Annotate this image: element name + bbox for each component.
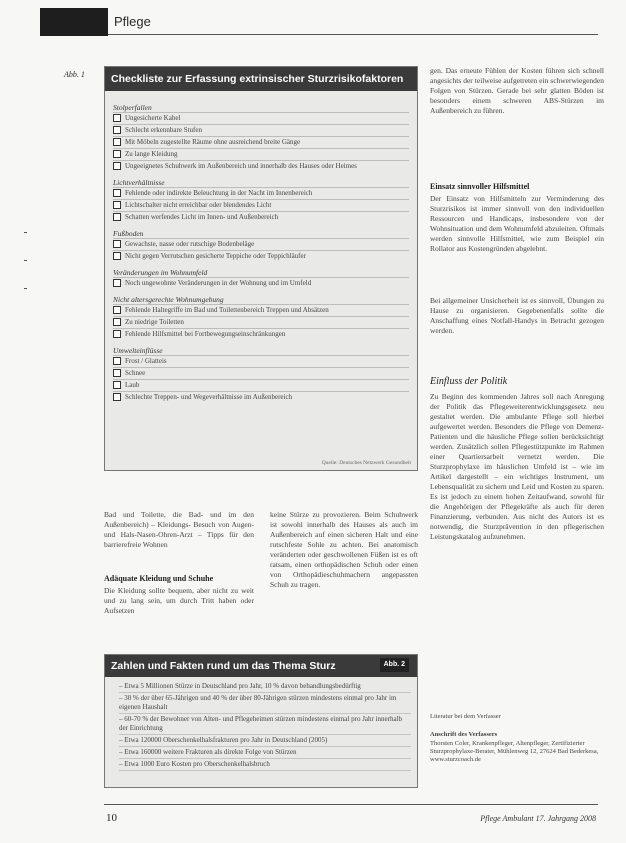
checklist-item bbox=[113, 187, 409, 199]
figure-label: Abb. 1 bbox=[64, 70, 85, 79]
middle-col1-bottom: Die Kleidung sollte bequem, aber nicht zu weit und zu lang sein, um durch Tritt haben oder Aufsetzen bbox=[104, 586, 254, 615]
checklist-category: Veränderungen im Wohnumfeld bbox=[113, 268, 208, 277]
checklist-body bbox=[105, 91, 417, 403]
checklist-item bbox=[113, 316, 409, 328]
checkbox[interactable] bbox=[113, 357, 121, 365]
checklist-category: Fußboden bbox=[113, 229, 144, 238]
fact-item: – 60-70 % der Bewohner von Alten- und Pflegeheimen stürzen mindestens einmal pro Jahr innerhalb der Einrichtung bbox=[119, 714, 411, 735]
page-section-title: Pflege bbox=[114, 14, 151, 29]
checkbox[interactable] bbox=[113, 279, 121, 287]
facts-box bbox=[104, 654, 418, 788]
journal-name: Pflege Ambulant 17. Jahrgang 2008 bbox=[480, 814, 596, 823]
checkbox[interactable] bbox=[113, 240, 121, 248]
checklist-item-label: Zu lange Kleidung bbox=[125, 150, 178, 158]
checkbox[interactable] bbox=[113, 381, 121, 389]
checklist-item bbox=[113, 160, 409, 172]
checklist-item bbox=[113, 367, 409, 379]
author-address: Thorsten Coler, Krankenpfleger, Altenpfleger, Zertifizierter Sturzprophylaxe-Berater, Mühlenweg 12, 27624 Bad Bederkesa, www.sturzcoach.de bbox=[430, 740, 599, 763]
checklist-item-label: Nicht gegen Verrutschen gesicherte Teppiche oder Teppichläufer bbox=[125, 252, 306, 260]
checklist-category: Nicht altersgerechte Wohnumgebung bbox=[113, 295, 224, 304]
footer-rule bbox=[104, 804, 598, 805]
facts-badge: Abb. 2 bbox=[380, 658, 409, 672]
checkbox[interactable] bbox=[113, 213, 121, 221]
checklist-source: Quelle: Deutsches Netzwerk Gesundheit bbox=[321, 460, 411, 466]
right-p2: Bei allgemeiner Unsicherheit ist es sinnvoll, Übungen zu Hause zu organisieren. Gegebenenfalls sollte die Anschaffung eines Notfall-Handys in Betracht gezogen werden. bbox=[430, 296, 604, 335]
checklist-category: Umwelteinflüsse bbox=[113, 346, 163, 355]
header-tab bbox=[40, 8, 108, 36]
facts-title-text: Zahlen und Fakten rund um das Thema Sturz bbox=[111, 660, 336, 672]
header-rule bbox=[108, 34, 598, 35]
checkbox[interactable] bbox=[113, 330, 121, 338]
checkbox[interactable] bbox=[113, 252, 121, 260]
middle-col2: keine Stürze zu provozieren. Beim Schuhwerk ist sowohl innerhalb des Hauses als auch im Außenbereich auf einen sicheren Halt und eine rutschfeste Sohle zu achten. Bei anatomisch veränderten oder geschwollenen Füßen ist es oft ratsam, einen orthopädischen Schuh oder einen von Orthopädieschuhmachern angepassten Schuh zu tragen. bbox=[270, 510, 418, 589]
checklist-item-label: Schlecht erkennbare Stufen bbox=[125, 126, 202, 134]
margin-mark bbox=[24, 232, 27, 233]
section-heading-clothing: Adäquate Kleidung und Schuhe bbox=[104, 574, 214, 583]
heading-hilfsmittel: Einsatz sinnvoller Hilfsmittel bbox=[430, 182, 530, 191]
checklist-item bbox=[113, 199, 409, 211]
checklist-item-label: Schlechte Treppen- und Wegeverhältnisse im Außenbereich bbox=[125, 393, 293, 401]
checklist-item bbox=[113, 379, 409, 391]
fact-item: – Etwa 5 Millionen Stürze in Deutschland pro Jahr, 10 % davon behandlungsbedürftig bbox=[119, 681, 411, 693]
checklist-item-label: Schatten werfendes Licht im Innen- und Außenbereich bbox=[125, 213, 279, 221]
middle-col1-top: Bad und Toilette, die Bad- und im den Außenbereich) – Kleidungs- Besuch von Augen- und Hals-Nasen-Ohren-Arzt – Tipps für den barrierefreie Wohnen bbox=[104, 510, 254, 549]
checklist-item bbox=[113, 304, 409, 316]
checkbox[interactable] bbox=[113, 138, 121, 146]
fact-item: – Etwa 1000 Euro Kosten pro Oberschenkelhalsbruch bbox=[119, 759, 411, 771]
checklist-category: Stolperfallen bbox=[113, 103, 152, 112]
checklist-item-label: Gewachste, nasse oder rutschige Bodenbeläge bbox=[125, 240, 255, 248]
checklist-item bbox=[113, 355, 409, 367]
checklist-title: Checkliste zur Erfassung extrinsischer Sturzrisikofaktoren bbox=[105, 67, 417, 91]
checklist-item bbox=[113, 250, 409, 262]
page-number: 10 bbox=[106, 812, 117, 824]
checklist-item-label: Lichtschalter nicht erreichbar oder blendendes Licht bbox=[125, 201, 272, 209]
checklist-item bbox=[113, 148, 409, 160]
checklist-item bbox=[113, 124, 409, 136]
checklist-item bbox=[113, 277, 409, 289]
checklist-item-label: Fehlende Haltegriffe im Bad und Toilettenbereich Treppen und Absätzen bbox=[125, 306, 329, 314]
checklist-item-label: Schnee bbox=[125, 369, 146, 377]
checklist-item-label: Mit Möbeln zugestellte Räume ohne ausreichend breite Gänge bbox=[125, 138, 301, 146]
checklist-item bbox=[113, 238, 409, 250]
checklist-item bbox=[113, 136, 409, 148]
checklist-item-label: Ungeeignetes Schuhwerk im Außenbereich und innerhalb des Hauses oder Heimes bbox=[125, 162, 357, 170]
checkbox[interactable] bbox=[113, 114, 121, 122]
checklist-item-label: Zu niedrige Toiletten bbox=[125, 318, 184, 326]
margin-mark bbox=[24, 288, 27, 289]
right-p3: Zu Beginn des kommenden Jahres soll nach Anregung der Politik das Pflegeweiterentwicklungsgesetz neu gestaltet werden. Die ambulante Pflege soll hierbei aufgewertet werden. Besonders die Pflege von Demenz-Patienten und die häusliche Pflege sollen berücksichtigt werden. Zusätzlich sollen Pflegestützpunkte im Rahmen einer Quartiersarbeit vernetzt werden. Die Sturzprophylaxe im häuslichen Umfeld ist – wie im Artikel dargestellt – ein wichtiges Instrument, um Lebensqualität zu sichern und Leid und Kosten zu sparen. Es ist jedoch zu einem hohen Zeitaufwand, sowohl für die Angehörigen der Pflegekräfte als auch für deren Finanzierung, verbunden. Aus nicht des Autors ist es notwendig, die Sturzprävention in den pflegerischen Leistungskatalog aufzunehmen. bbox=[430, 392, 604, 541]
fact-item: – 30 % der über 65-Jährigen und 40 % der über 80-Jährigen stürzen mindestens einmal pro Jahr im eigenen Haushalt bbox=[119, 693, 411, 714]
checklist-item-label: Fehlende Hilfsmittel bei Fortbewegungseinschränkungen bbox=[125, 330, 286, 338]
heading-politik: Einfluss der Politik bbox=[430, 376, 508, 387]
checklist-item-label: Frost / Glatteis bbox=[125, 357, 167, 365]
literature-note: Literatur bei dem Verfasser bbox=[430, 713, 501, 720]
checkbox[interactable] bbox=[113, 150, 121, 158]
margin-mark bbox=[24, 260, 27, 261]
checkbox[interactable] bbox=[113, 162, 121, 170]
right-p1: Der Einsatz von Hilfsmitteln zur Verminderung des Sturzrisikos ist immer sinnvoll von den individuellen Ressourcen und Handicaps, insbesondere von der Wohnsituation und dem Wohnumfeld abzuleiten. Oftmals werden sinnvolle Hilfsmittel, wie zum Beispiel ein Rollator aus Kostengründen abgelehnt. bbox=[430, 194, 604, 253]
checklist-item-label: Fehlende oder indirekte Beleuchtung in der Nacht im Innenbereich bbox=[125, 189, 313, 197]
checkbox[interactable] bbox=[113, 201, 121, 209]
facts-title bbox=[105, 655, 417, 677]
author-heading: Anschrift des Verfassers bbox=[430, 731, 498, 738]
facts-list bbox=[119, 681, 411, 771]
checklist-item bbox=[113, 211, 409, 223]
checkbox[interactable] bbox=[113, 393, 121, 401]
checklist-item-label: Laub bbox=[125, 381, 140, 389]
checklist-item bbox=[113, 328, 409, 340]
checkbox[interactable] bbox=[113, 318, 121, 326]
checklist-item-label: Noch ungewohnte Veränderungen in der Wohnung und im Umfeld bbox=[125, 279, 312, 287]
checkbox[interactable] bbox=[113, 189, 121, 197]
checklist-item-label: Ungesicherte Kabel bbox=[125, 114, 181, 122]
checklist-category: Lichtverhältnisse bbox=[113, 178, 165, 187]
fact-item: – Etwa 120000 Oberschenkelhalsfrakturen pro Jahr in Deutschland (2005) bbox=[119, 735, 411, 747]
checklist-item bbox=[113, 112, 409, 124]
fact-item: – Etwa 160000 weitere Frakturen als direkte Folge von Stürzen bbox=[119, 747, 411, 759]
checklist-box bbox=[104, 66, 418, 471]
checkbox[interactable] bbox=[113, 306, 121, 314]
right-intro: gen. Das erneute Fühlen der Kosten führen sich schnell angesichts der teilweise aufgetreten ein schwerwiegenden Folgen von Stürzen. Gerade bei sehr glatten Böden ist besonders einem schweren ABS-Stürzen im Außenbereich zu führen. bbox=[430, 66, 604, 115]
checklist-item bbox=[113, 391, 409, 403]
checkbox[interactable] bbox=[113, 126, 121, 134]
checkbox[interactable] bbox=[113, 369, 121, 377]
